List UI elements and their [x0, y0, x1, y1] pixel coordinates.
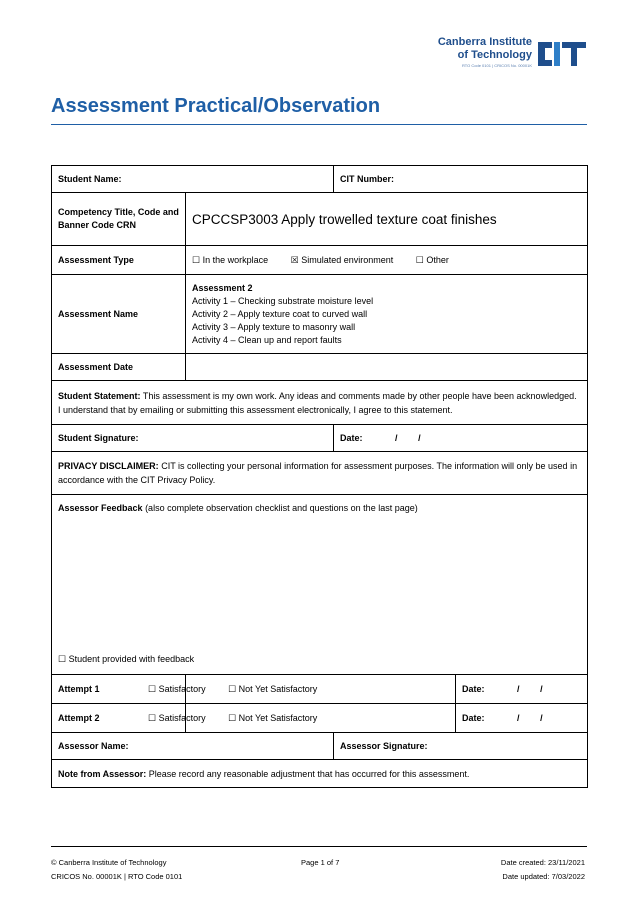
note-text: Please record any reasonable adjustment that has occurred for this assessment. — [148, 768, 470, 779]
activity-item: Activity 3 – Apply texture to masonry wall — [192, 321, 356, 332]
other-checkbox[interactable]: ☐ Other — [415, 254, 449, 265]
date-label: Date: — [462, 713, 485, 723]
activity-item: Activity 2 – Apply texture coat to curved wall — [192, 308, 368, 319]
logo-line1: Canberra Institute — [437, 36, 532, 48]
assessor-feedback-field[interactable] — [52, 495, 588, 675]
feedback-provided-checkbox[interactable]: ☐ Student provided with feedback — [58, 654, 195, 664]
assessor-name-field[interactable] — [52, 733, 334, 760]
attempt2-label: Attempt 2 — [52, 704, 186, 733]
date-slash: / — [517, 684, 520, 694]
feedback-label: Assessor Feedback — [58, 503, 143, 513]
competency-label: Competency Title, Code and Banner Code CRN — [52, 193, 186, 246]
date-label: Date: — [462, 684, 485, 694]
note-from-assessor-field[interactable] — [52, 760, 588, 788]
attempt2-satisfactory-checkbox[interactable]: ☐ Satisfactory — [148, 712, 206, 723]
footer-divider — [51, 846, 587, 847]
footer-cricos: CRICOS No. 00001K | RTO Code 0101 — [51, 872, 183, 881]
row-student-name — [52, 166, 588, 193]
student-signature-label: Student Signature: — [58, 433, 139, 443]
date-slash: / — [418, 433, 421, 443]
attempt1-date-field[interactable] — [456, 675, 588, 704]
page-title: Assessment Practical/Observation — [51, 95, 381, 117]
assessment-name-title: Assessment 2 — [192, 282, 253, 293]
feedback-note: (also complete observation checklist and questions on the last page) — [145, 503, 418, 513]
student-statement-text: This assessment is my own work. Any ideas and comments made by other people have been acknowledged. I understand that by emailing or submitting this assessment electronically, I agree to this statement. — [58, 390, 577, 415]
simulated-checkbox[interactable]: ☒ Simulated environment — [290, 254, 394, 265]
cit-logo — [436, 36, 588, 72]
row-competency — [52, 193, 588, 246]
row-student-statement — [52, 381, 588, 425]
row-assessor — [52, 733, 588, 760]
assessment-form-table — [51, 165, 588, 788]
attempt2-date-field[interactable] — [456, 704, 588, 733]
footer-page-number: Page 1 of 7 — [301, 858, 340, 867]
row-assessment-name — [52, 275, 588, 354]
attempt1-label: Attempt 1 — [52, 675, 186, 704]
logo-line2: of Technology — [457, 49, 532, 61]
attempt2-not-yet-checkbox[interactable]: ☐ Not Yet Satisfactory — [228, 712, 318, 723]
date-label: Date: — [340, 433, 363, 443]
assessment-name-label: Assessment Name — [52, 275, 186, 354]
cit-number-field[interactable] — [334, 166, 588, 193]
assessment-type-label: Assessment Type — [52, 246, 186, 275]
title-divider — [51, 124, 587, 125]
row-student-signature — [52, 425, 588, 452]
date-slash: / — [540, 713, 543, 723]
footer-date-updated: Date updated: 7/03/2022 — [502, 872, 585, 881]
attempt1-satisfactory-checkbox[interactable]: ☐ Satisfactory — [148, 683, 206, 694]
assessment-date-label: Assessment Date — [52, 354, 186, 381]
student-name-field[interactable] — [52, 166, 334, 193]
attempt1-not-yet-checkbox[interactable]: ☐ Not Yet Satisfactory — [228, 683, 318, 694]
cit-number-label: CIT Number: — [340, 174, 395, 184]
logo-small-text: RTO Code 0101 | CRICOS No. 00001K — [461, 63, 532, 68]
activity-item: Activity 4 – Clean up and report faults — [192, 334, 342, 345]
activity-item: Activity 1 – Checking substrate moisture level — [192, 295, 374, 306]
row-attempt-1 — [52, 675, 588, 704]
student-date-field[interactable] — [334, 425, 588, 452]
assessor-signature-field[interactable] — [334, 733, 588, 760]
row-assessment-type — [52, 246, 588, 275]
date-slash: / — [540, 684, 543, 694]
row-assessor-feedback — [52, 495, 588, 675]
student-signature-field[interactable] — [52, 425, 334, 452]
date-slash: / — [395, 433, 398, 443]
student-statement-label: Student Statement: — [58, 390, 141, 401]
date-slash: / — [517, 713, 520, 723]
competency-value: CPCCSP3003 Apply trowelled texture coat finishes — [186, 193, 588, 246]
cit-logo-mark-icon — [536, 36, 588, 72]
row-assessment-date — [52, 354, 588, 381]
privacy-label: PRIVACY DISCLAIMER: — [58, 461, 159, 471]
footer-date-created: Date created: 23/11/2021 — [500, 858, 585, 867]
note-label: Note from Assessor: — [58, 768, 147, 779]
student-name-label: Student Name: — [58, 174, 122, 184]
footer-copyright: © Canberra Institute of Technology — [51, 858, 167, 867]
assessor-name-label: Assessor Name: — [58, 741, 129, 751]
privacy-text: CIT is collecting your personal information for assessment purposes. The information will only be used in accordance with the CIT Privacy Policy. — [58, 461, 578, 485]
row-attempt-2 — [52, 704, 588, 733]
workplace-checkbox[interactable]: ☐ In the workplace — [192, 254, 269, 265]
assessor-signature-label: Assessor Signature: — [340, 741, 428, 751]
assessment-date-field[interactable] — [186, 354, 588, 381]
row-note-from-assessor — [52, 760, 588, 788]
row-privacy — [52, 452, 588, 495]
